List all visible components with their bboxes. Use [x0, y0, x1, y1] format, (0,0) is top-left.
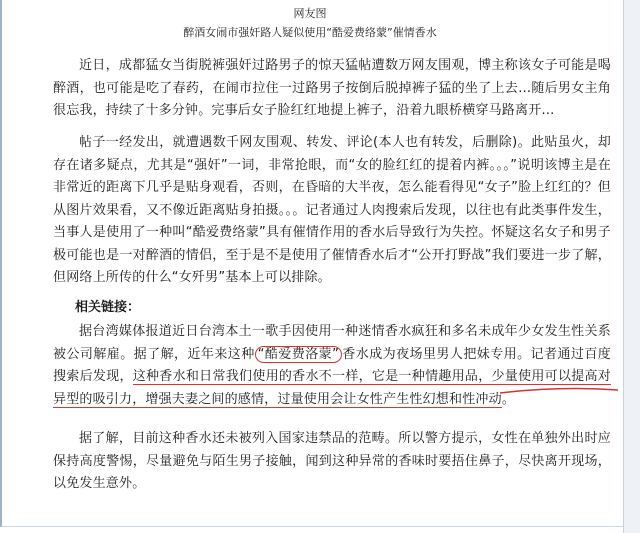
- underlined-passage: 这种香水和日常我们使用的香水不一样，它是一种情趣用品，少量使用可以提高对异型的吸引力，增强夫妻之间的感情，过量使用会让女性产生性幻想和性冲动: [53, 369, 612, 407]
- vertical-scrollbar[interactable]: [623, 0, 640, 533]
- related-links-heading: 相关链接：: [75, 300, 141, 315]
- circled-product-name: “酷爱费洛蒙”: [255, 346, 342, 363]
- article-paragraph-3: [53, 321, 611, 411]
- article-paragraph-2: 帖子一经发出，就遭遇数千网友围观、转发、评论(本人也有转发，后删除)。此贴虽火，却存在诸多疑点，尤其是“强奸”一词，非常抢眼，而“女的脸红红的提着内裤。。。”说明该博主是在非常近的距离下几乎是贴身观看，否则，在昏暗的大半夜，怎么能看得见“女子”脸上红红的？但从图片效果看，又不像近距离贴身拍摄。。。记者通过人肉搜索后发现，以往也有此类事件发生，当事人是使用了一种叫“酷爱费络蒙”具有催情作用的香水后导致行为失控。怀疑这名女子和男子极可能也是一对醉酒的情侣，至于是不是使用了催情香水后才“公开打野战”我们要进一步了解，但网络上所传的什么“女歼男”基本上可以排除。: [53, 135, 611, 285]
- article-paragraph-1: 近日，成都猛女当街脱裤强奸过路男子的惊天猛帖遭数万网友围观，博主称该女子可能是喝醉酒，也可能是吃了春药，在闹市拉住一过路男子按倒后脱掉裤子猛的坐了上去…随后男女主角很忘我，持续了十多分钟。完事后女子脸红红地提上裤子，沿着九眼桥横穿马路离开…: [53, 58, 611, 118]
- paragraph-3-part-b: 香水成为夜场里男人把妹专用。记者通过百度搜索后发现，: [53, 346, 611, 384]
- article-paragraph-4: 据了解，目前这种香水还未被列入国家违禁品的范畴。所以警方提示，女性在单独外出时应保持高度警惕，尽量避免与陌生男子接触，闻到这种异常的香味时要捂住鼻子，尽快离开现场，以免发生意外。: [53, 431, 611, 491]
- paragraph-3-part-a: 据台湾媒体报道近日台湾本土一歌手因使用一种迷情香水疯狂和多名未成年少女发生性关系被公司解雇。据了解，近年来这种: [53, 324, 611, 362]
- image-caption-title: 醉酒女闹市强奸路人疑似使用“酷爱费络蒙”催情香水: [183, 26, 437, 39]
- image-caption-source: 网友图: [293, 7, 327, 20]
- paragraph-3-part-c: 。: [501, 391, 516, 407]
